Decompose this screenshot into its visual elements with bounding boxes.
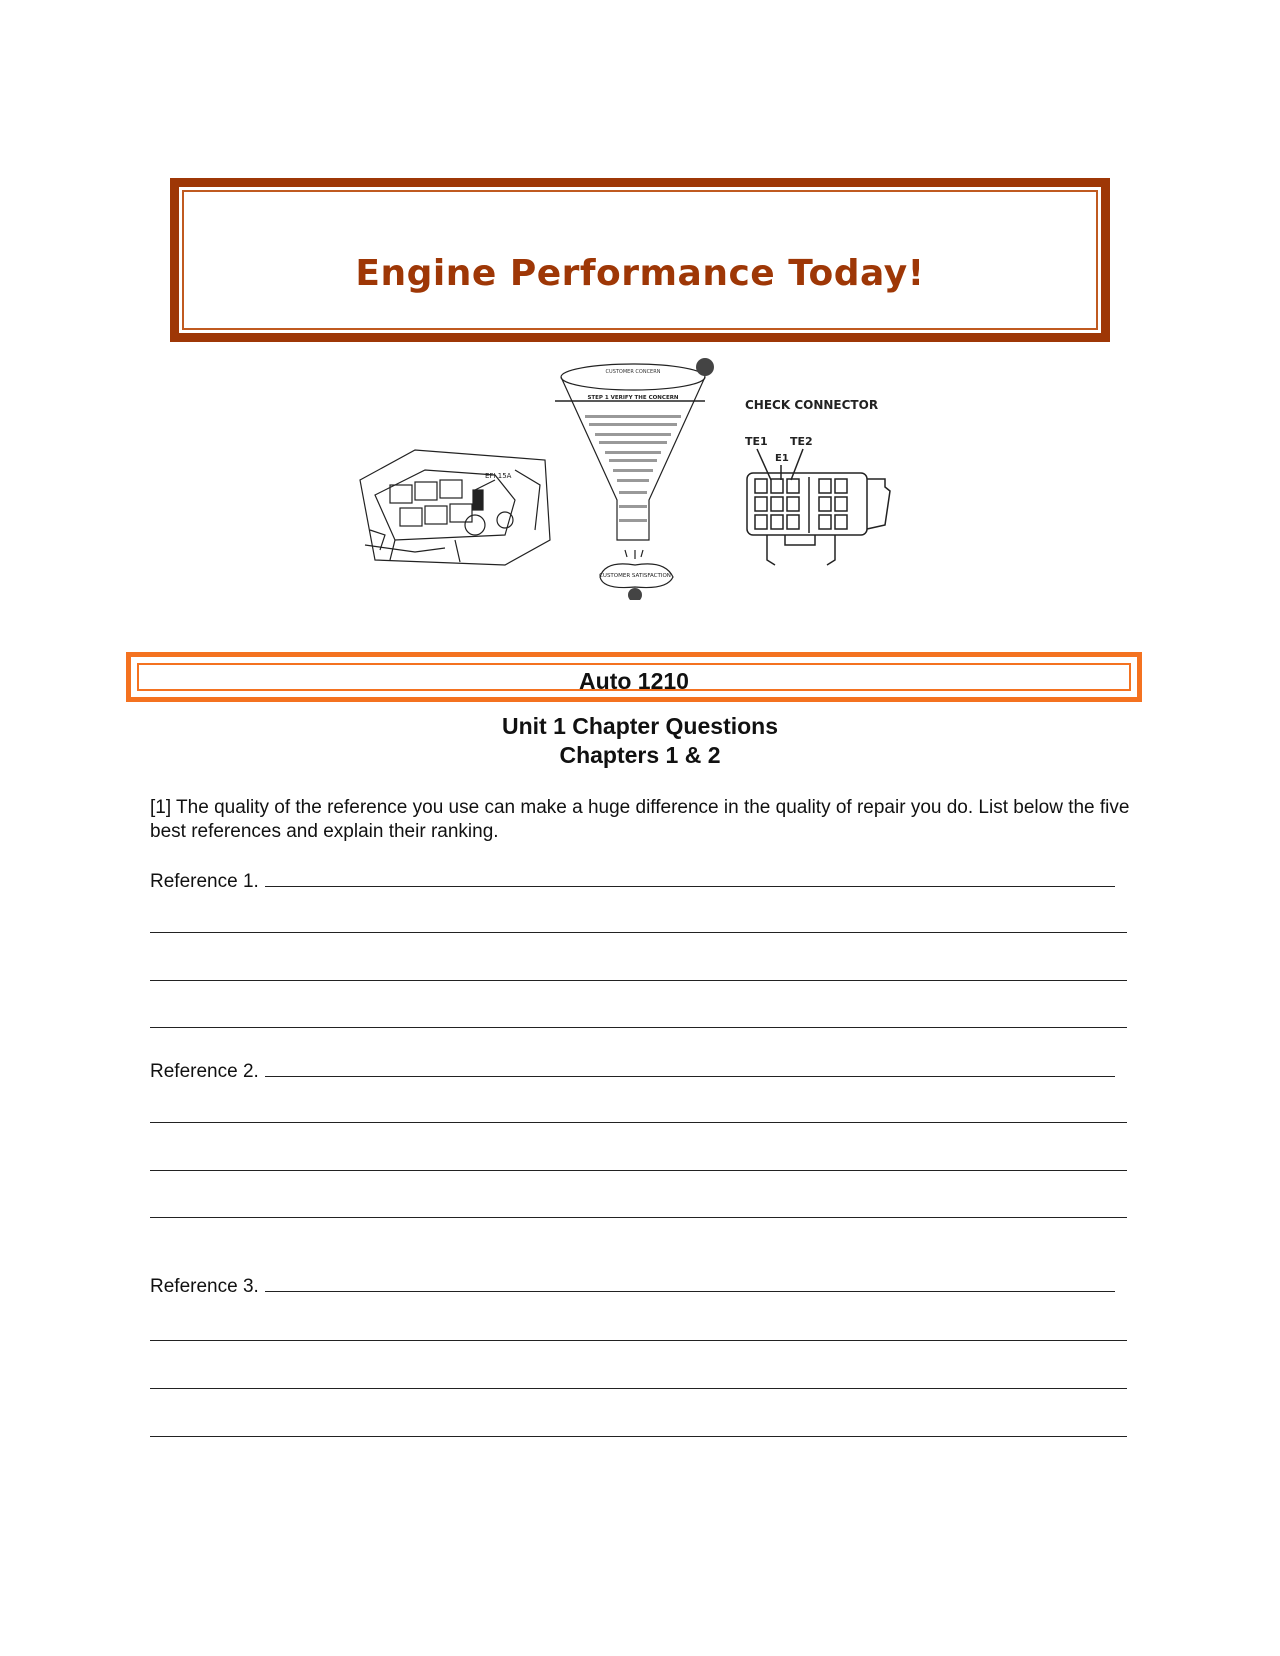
- chapters-subtitle: Chapters 1 & 2: [559, 742, 721, 768]
- reference-3-answer-line[interactable]: [265, 1273, 1115, 1292]
- answer-line[interactable]: [150, 980, 1127, 981]
- answer-line[interactable]: [150, 1170, 1127, 1171]
- answer-line[interactable]: [150, 1027, 1127, 1028]
- answer-line[interactable]: [150, 1436, 1127, 1437]
- reference-2-label: Reference 2.: [150, 1061, 259, 1082]
- reference-3-row: [150, 1273, 1115, 1298]
- answer-line[interactable]: [150, 1388, 1127, 1389]
- engine-compartment-image: [355, 440, 555, 570]
- connector-te1-label: TE1: [745, 435, 768, 448]
- reference-2-row: [150, 1058, 1115, 1083]
- title-box: [170, 178, 1110, 342]
- funnel-step-label: STEP 1 VERIFY THE CONCERN: [587, 395, 679, 401]
- unit-title: Unit 1 Chapter Questions: [501, 713, 779, 739]
- reference-1-row: [150, 868, 1115, 893]
- engine-label: EFI 15A: [485, 472, 512, 480]
- answer-line[interactable]: [150, 1340, 1127, 1341]
- illustrations: [355, 355, 915, 600]
- reference-2-answer-line[interactable]: [265, 1058, 1115, 1077]
- page-title: Engine Performance Today!: [355, 253, 925, 294]
- funnel-top-label: CUSTOMER CONCERN: [605, 369, 661, 375]
- answer-line[interactable]: [150, 1122, 1127, 1123]
- reference-3-label: Reference 3.: [150, 1276, 259, 1297]
- course-code: Auto 1210: [579, 668, 689, 694]
- reference-1-label: Reference 1.: [150, 871, 259, 892]
- course-box: [126, 652, 1142, 702]
- reference-1-answer-line[interactable]: [265, 868, 1115, 887]
- answer-line[interactable]: [150, 1217, 1127, 1218]
- funnel-bottom-label: CUSTOMER SATISFACTION: [599, 573, 671, 579]
- answer-line[interactable]: [150, 932, 1127, 933]
- funnel-diagram-image: [555, 355, 720, 600]
- question-1-text: [1] The quality of the reference you use can make a huge difference in the quality of repair you do. List below the five best references and explain their ranking.: [150, 797, 1130, 842]
- connector-te2-label: TE2: [790, 435, 813, 448]
- check-connector-image: [745, 395, 915, 600]
- connector-title: CHECK CONNECTOR: [745, 398, 879, 412]
- connector-e1-label: E1: [775, 453, 789, 464]
